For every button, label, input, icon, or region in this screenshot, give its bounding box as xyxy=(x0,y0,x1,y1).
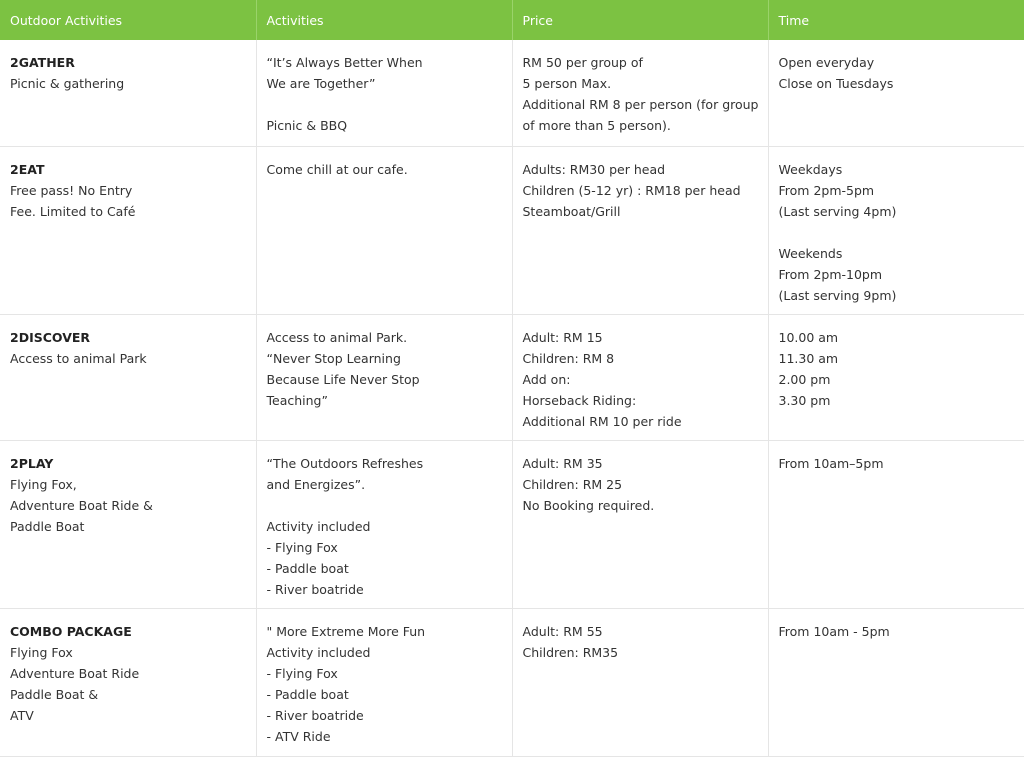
cell-line: Fee. Limited to Café xyxy=(10,203,136,219)
cell-line: Weekends xyxy=(778,245,843,261)
cell-line: 10.00 am xyxy=(778,329,839,345)
cell-line: From 2pm-5pm xyxy=(778,182,875,198)
activity-name: 2PLAY xyxy=(10,455,54,471)
time-cell xyxy=(768,608,1024,756)
cell-line: Add on: xyxy=(522,371,571,387)
cell-line: Access to animal Park. xyxy=(266,329,408,345)
header-price: Price xyxy=(512,0,768,40)
cell-line: 2.00 pm xyxy=(778,371,831,387)
cell-line: 3.30 pm xyxy=(778,392,831,408)
activity-name: 2EAT xyxy=(10,161,45,177)
cell-line: We are Together” xyxy=(266,76,376,91)
cell-line xyxy=(779,222,1015,243)
cell-line: " More Extreme More Fun xyxy=(266,623,426,639)
activity-cell xyxy=(0,314,256,440)
cell-line: From 10am–5pm xyxy=(778,455,884,471)
time-cell xyxy=(768,40,1024,146)
cell-line: Flying Fox, xyxy=(10,476,77,492)
cell-line: - Flying Fox xyxy=(266,539,338,555)
cell-line: Adult: RM 55 xyxy=(522,623,603,639)
description-cell xyxy=(256,608,512,756)
cell-line: “It’s Always Better When xyxy=(266,55,423,70)
cell-line: - Paddle boat xyxy=(266,686,349,702)
cell-line: Teaching” xyxy=(266,392,328,408)
cell-line: No Booking required. xyxy=(522,497,655,513)
cell-line: Flying Fox xyxy=(10,644,73,660)
header-time: Time xyxy=(768,0,1024,40)
cell-line: (Last serving 9pm) xyxy=(778,287,897,303)
header-outdoor-activities: Outdoor Activities xyxy=(0,0,256,40)
cell-line: Because Life Never Stop xyxy=(266,371,420,387)
cell-line: Horseback Riding: xyxy=(522,392,637,408)
cell-line: Activity included xyxy=(266,518,371,534)
cell-line: From 2pm-10pm xyxy=(778,266,883,282)
cell-line: From 10am - 5pm xyxy=(778,623,890,639)
cell-line: Close on Tuesdays xyxy=(778,76,894,91)
table-row xyxy=(0,608,1024,756)
price-cell xyxy=(512,146,768,314)
cell-line: ATV xyxy=(10,707,34,723)
cell-line: Open everyday xyxy=(778,55,875,70)
cell-line: - River boatride xyxy=(266,581,364,597)
cell-line: - ATV Ride xyxy=(266,728,331,744)
cell-line: Picnic & BBQ xyxy=(266,118,348,133)
cell-line: RM 50 per group of xyxy=(522,55,643,70)
cell-line: 11.30 am xyxy=(778,350,839,366)
cell-line: Adventure Boat Ride & xyxy=(10,497,153,513)
description-cell xyxy=(256,40,512,146)
price-cell xyxy=(512,40,768,146)
cell-line: “Never Stop Learning xyxy=(266,350,401,366)
cell-line: of more than 5 person). xyxy=(522,118,671,133)
activity-name: 2GATHER xyxy=(10,55,75,70)
cell-line xyxy=(267,495,502,516)
cell-line: “The Outdoors Refreshes xyxy=(266,455,424,471)
cell-line: and Energizes”. xyxy=(266,476,366,492)
table-row xyxy=(0,40,1024,146)
activity-name: 2DISCOVER xyxy=(10,329,91,345)
cell-line: Weekdays xyxy=(778,161,843,177)
cell-line: Adventure Boat Ride xyxy=(10,665,140,681)
header-activities: Activities xyxy=(256,0,512,40)
cell-line: Activity included xyxy=(266,644,371,660)
time-cell xyxy=(768,146,1024,314)
price-cell xyxy=(512,608,768,756)
table-header-row xyxy=(0,0,1024,40)
cell-line: Children (5-12 yr) : RM18 per head xyxy=(522,182,741,198)
price-cell xyxy=(512,440,768,608)
cell-line: Adults: RM30 per head xyxy=(522,161,666,177)
cell-line: Additional RM 10 per ride xyxy=(522,413,682,429)
activity-cell xyxy=(0,608,256,756)
activity-cell xyxy=(0,440,256,608)
cell-line: Children: RM 25 xyxy=(522,476,623,492)
cell-line: Steamboat/Grill xyxy=(522,203,621,219)
description-cell xyxy=(256,314,512,440)
activity-name: COMBO PACKAGE xyxy=(10,623,132,639)
activity-cell xyxy=(0,146,256,314)
description-cell xyxy=(256,146,512,314)
cell-line: Additional RM 8 per person (for group xyxy=(522,97,759,112)
table-row xyxy=(0,314,1024,440)
description-cell xyxy=(256,440,512,608)
cell-line: Come chill at our cafe. xyxy=(266,161,408,177)
cell-line: Paddle Boat & xyxy=(10,686,99,702)
cell-line: - River boatride xyxy=(266,707,364,723)
cell-line: Adult: RM 15 xyxy=(522,329,603,345)
cell-line: 5 person Max. xyxy=(522,76,612,91)
price-cell xyxy=(512,314,768,440)
table-row xyxy=(0,146,1024,314)
table-row xyxy=(0,440,1024,608)
cell-line: Paddle Boat xyxy=(10,518,85,534)
activity-cell xyxy=(0,40,256,146)
time-cell xyxy=(768,440,1024,608)
cell-line: Children: RM 8 xyxy=(522,350,615,366)
time-cell xyxy=(768,314,1024,440)
cell-line xyxy=(267,94,502,115)
cell-line: (Last serving 4pm) xyxy=(778,203,897,219)
cell-line: Adult: RM 35 xyxy=(522,455,603,471)
cell-line: Children: RM35 xyxy=(522,644,619,660)
cell-line: Access to animal Park xyxy=(10,350,147,366)
cell-line: Free pass! No Entry xyxy=(10,182,133,198)
cell-line: Picnic & gathering xyxy=(10,76,125,91)
cell-line: - Paddle boat xyxy=(266,560,349,576)
cell-line: - Flying Fox xyxy=(266,665,338,681)
